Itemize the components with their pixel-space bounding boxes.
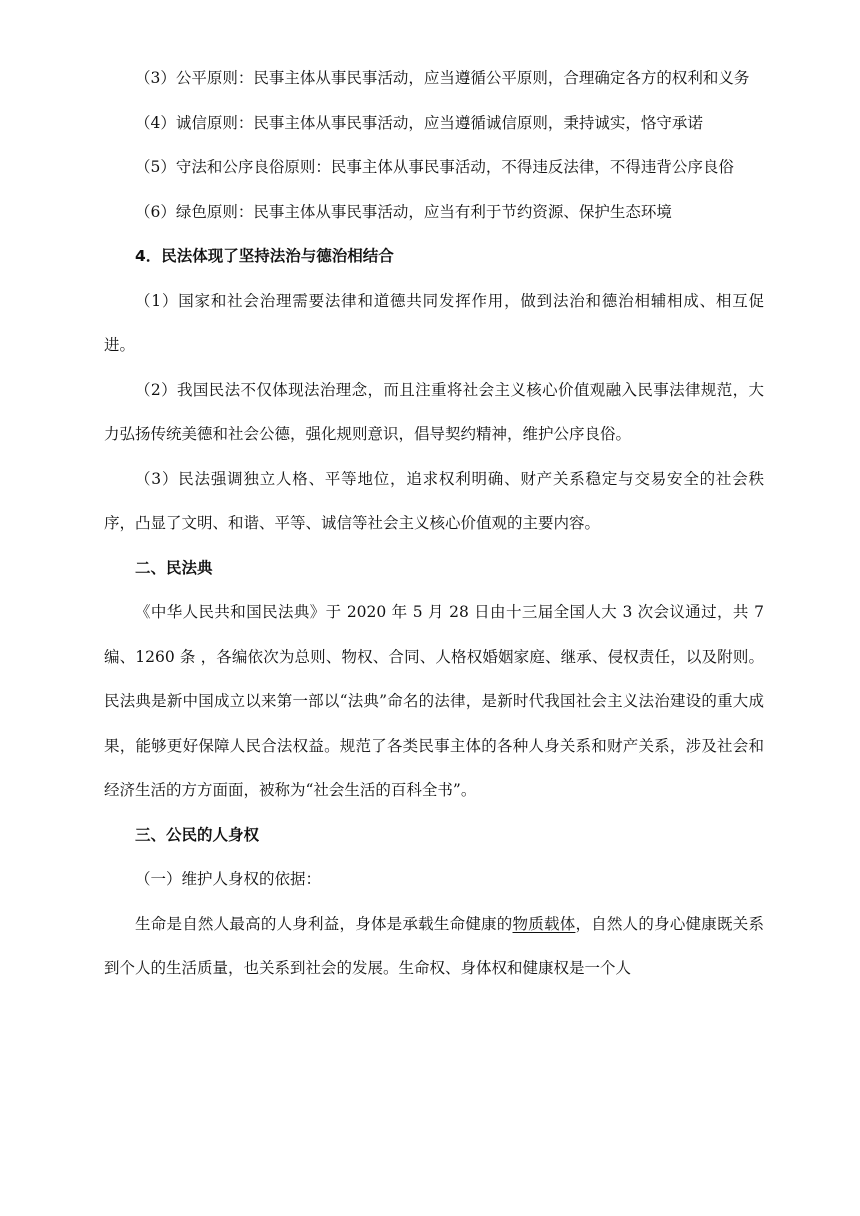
paragraph-fairness-principle: （3）公平原则：民事主体从事民事活动，应当遵循公平原则，合理确定各方的权利和义务 — [135, 69, 750, 87]
heading-personal-rights: 三、公民的人身权 — [135, 825, 260, 844]
paragraph-green-principle: （6）绿色原则：民事主体从事民事活动，应当有利于节约资源、保护生态环境 — [135, 202, 672, 221]
text-segment: ，自然人的身心健康既关系到个人的生活质量，也关系到社会的发展。生命权、身体权和健康权是一个人 — [104, 914, 764, 977]
heading-civil-code: 二、民法典 — [135, 558, 213, 577]
paragraph-law-and-morality: （1）国家和社会治理需要法律和道德共同发挥作用，做到法治和德治相辅相成、相互促进。 — [104, 291, 764, 354]
paragraph-civil-code-description: 《中华人民共和国民法典》于 2020 年 5 月 28 日由十三届全国人大 3 次会议通过，共 7 编、1260 条 ，各编依次为总则、物权、合同、人格权婚姻家庭、继承、侵权责任，以及附则。民法典是新中国成立以来第一部以“法典”命名的法律，是新时代我国社会主义法治建设的重大成果，能够更好保障人民合法权益。规范了各类民事主体的各种人身关系和财产关系，涉及社会和经济生活的方方面面，被称为“社会生活的百科全书”。 — [104, 603, 764, 799]
paragraph-public-order-principle: （5）守法和公序良俗原则：民事主体从事民事活动，不得违反法律，不得违背公序良俗 — [135, 158, 734, 176]
underlined-term: 物质载体 — [512, 914, 576, 933]
heading-rule-of-law-and-virtue: 4．民法体现了坚持法治与德治相结合 — [135, 247, 394, 265]
paragraph-social-order: （3）民法强调独立人格、平等地位，追求权利明确、财产关系稳定与交易安全的社会秩序，凸显了文明、和谐、平等、诚信等社会主义核心价值观的主要内容。 — [104, 469, 764, 532]
text-segment: 生命是自然人最高的人身利益，身体是承载生命健康的 — [135, 914, 513, 933]
paragraph-life-and-health — [104, 902, 764, 991]
subheading-basis-of-personal-rights: （一）维护人身权的依据： — [135, 870, 322, 888]
paragraph-core-values: （2）我国民法不仅体现法治理念，而且注重将社会主义核心价值观融入民事法律规范，大力弘扬传统美德和社会公德，强化规则意识，倡导契约精神，维护公序良俗。 — [104, 380, 764, 443]
paragraph-good-faith-principle: （4）诚信原则：民事主体从事民事活动，应当遵循诚信原则，秉持诚实，恪守承诺 — [135, 113, 703, 132]
